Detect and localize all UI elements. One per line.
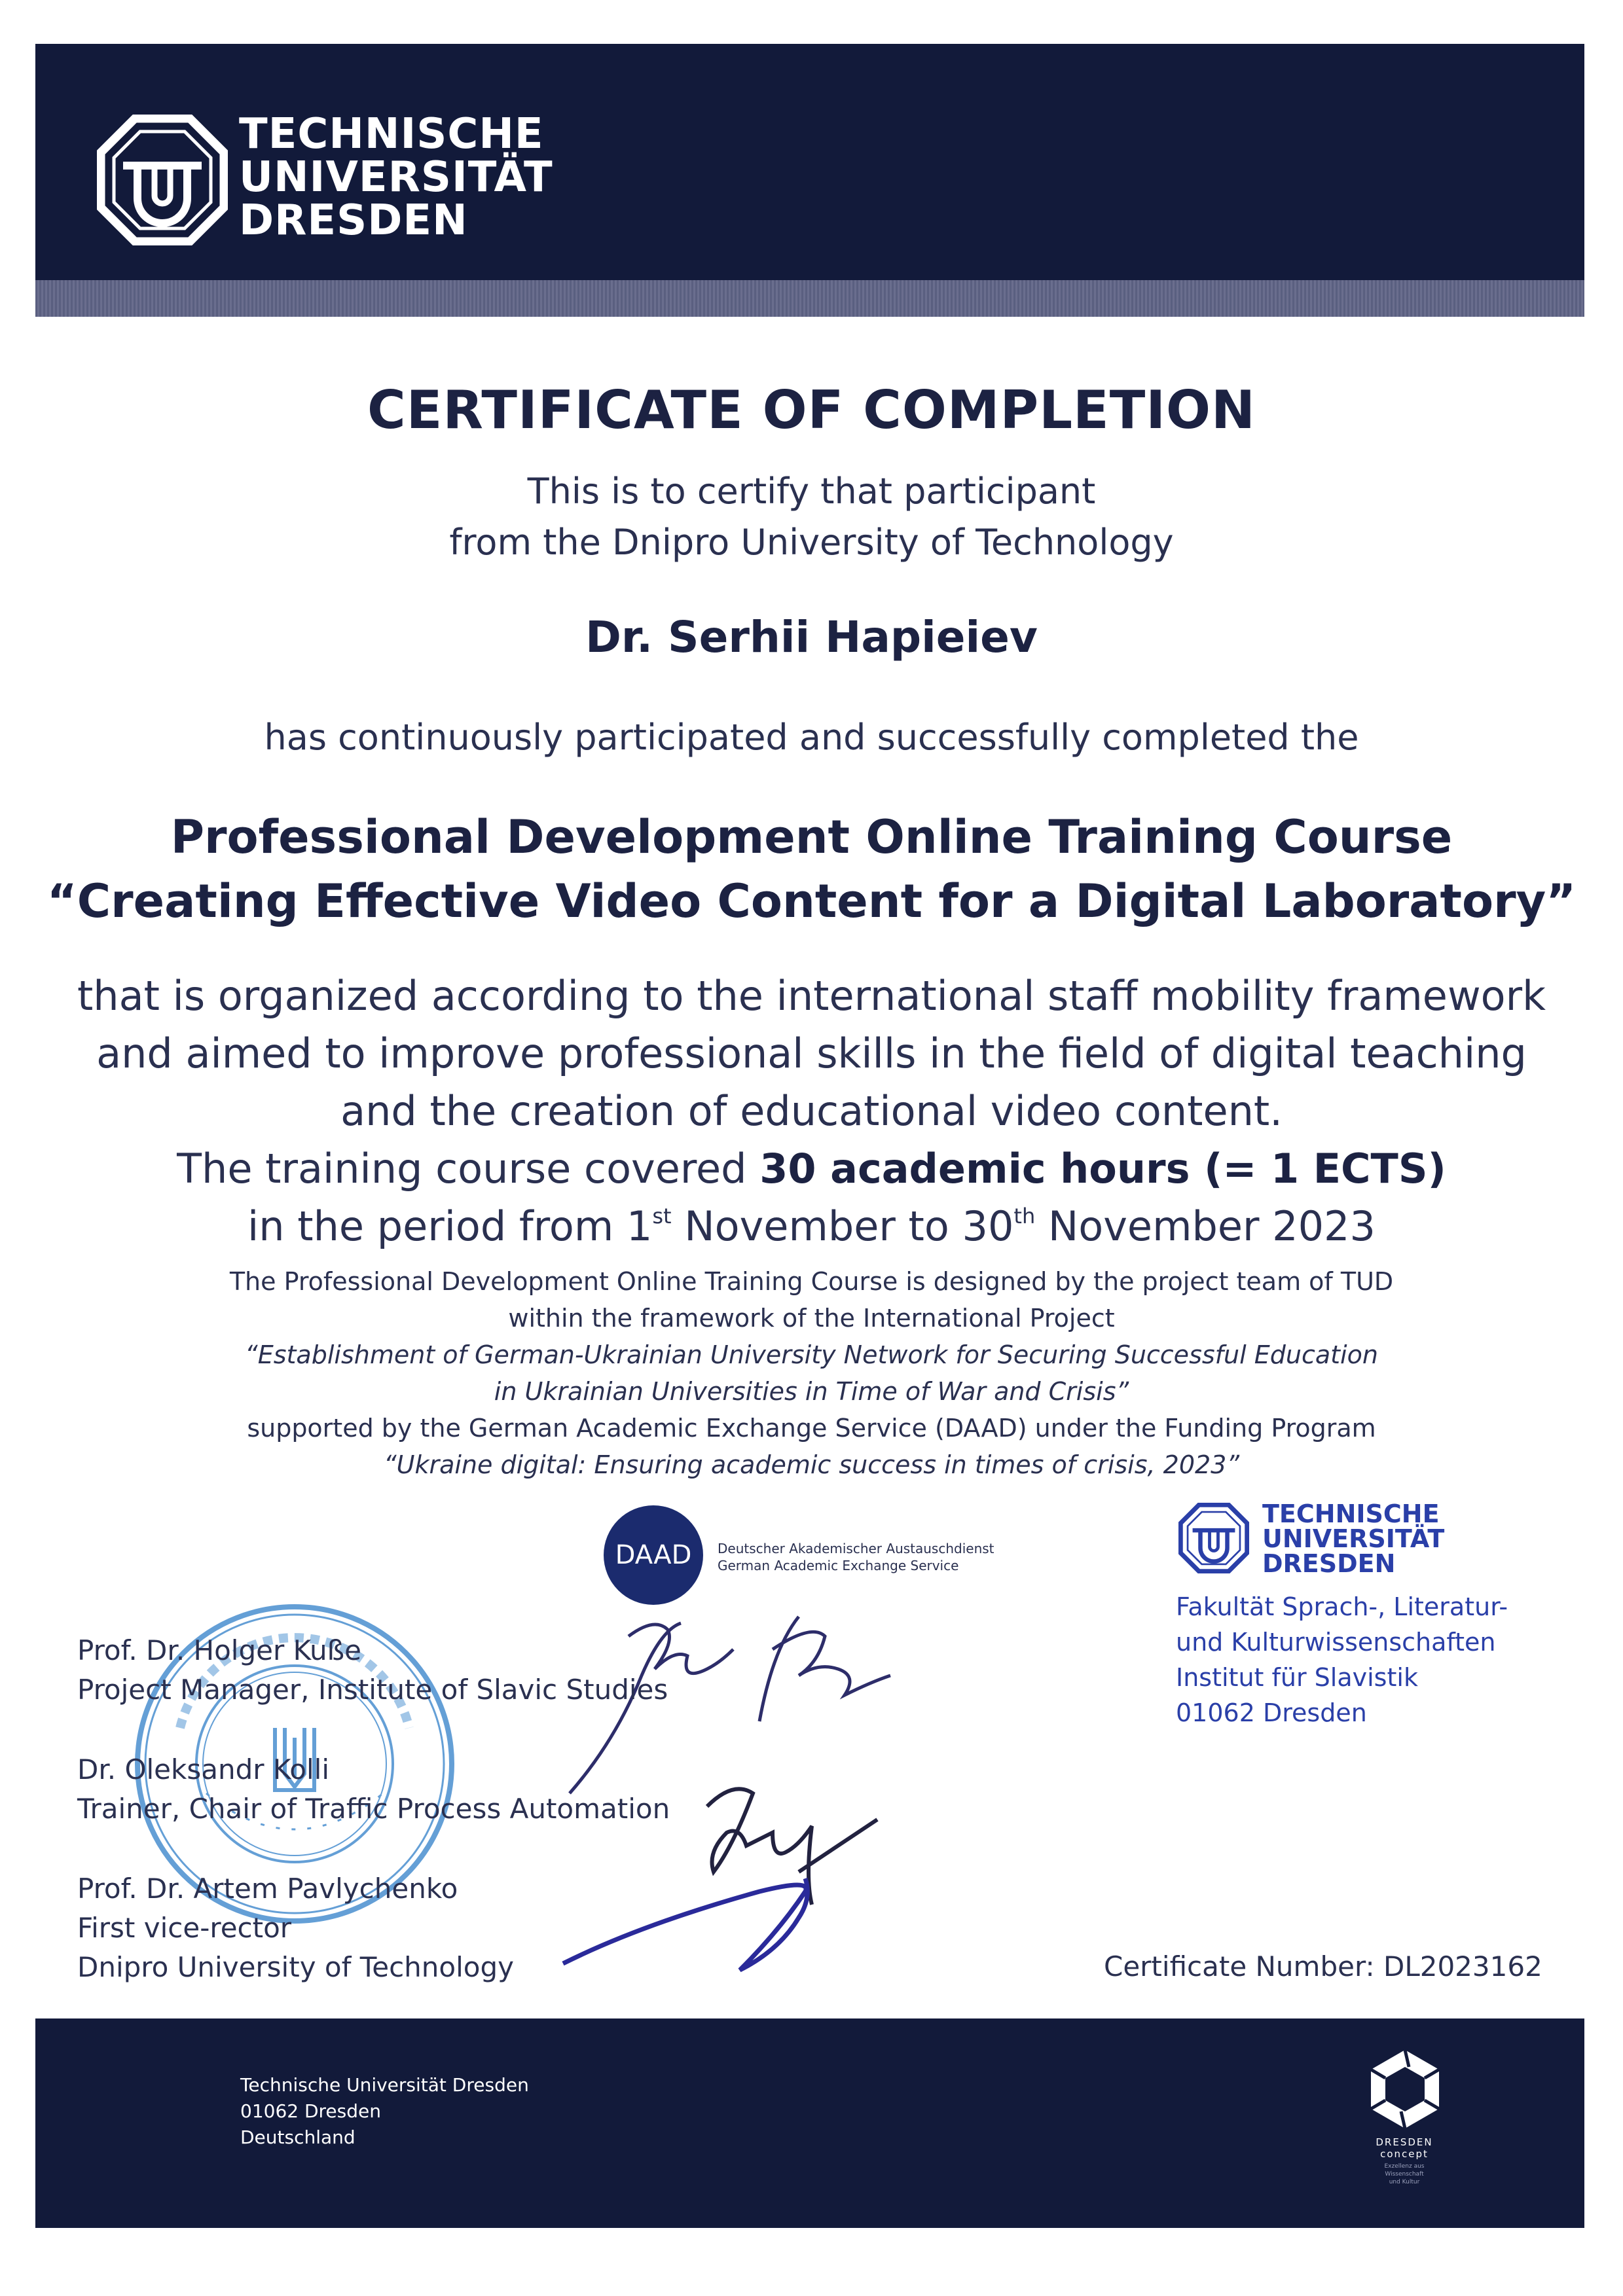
project-line: The Professional Development Online Training Course is designed by the project team of TUD	[229, 1267, 1394, 1296]
dresden-concept-tagline	[1342, 2162, 1467, 2186]
framework-line: that is organized according to the international staff mobility framework	[77, 972, 1546, 1020]
signatory-name: Dr. Oleksandr Kolli	[77, 1753, 330, 1785]
project-description	[0, 1263, 1623, 1483]
framework-line: and aimed to improve professional skills in the field of digital teaching	[96, 1030, 1527, 1077]
faculty-address	[1176, 1589, 1508, 1731]
daad-name	[718, 1540, 994, 1574]
address-line: Deutschland	[240, 2126, 356, 2148]
period-prefix: in the period from 1	[247, 1202, 653, 1250]
certificate-title: CERTIFICATE OF COMPLETION	[367, 380, 1256, 440]
concept-tagline-line: und Kultur	[1389, 2179, 1420, 2185]
wordmark-line: TECHNISCHE	[239, 110, 544, 158]
concept-tagline-line: Exzellenz aus	[1384, 2163, 1425, 2170]
period-suffix: November 2023	[1035, 1202, 1376, 1250]
daad-badge-text: DAAD	[615, 1540, 692, 1570]
signatory	[77, 1869, 514, 1987]
concept-sub: concept	[1380, 2148, 1429, 2160]
hours-prefix: The training course covered	[177, 1145, 747, 1193]
daad-name-de: Deutscher Akademischer Austauschdienst	[718, 1541, 994, 1556]
course-title	[0, 805, 1623, 933]
signatory	[77, 1750, 670, 1829]
project-line: within the framework of the International Project	[508, 1304, 1115, 1333]
project-line	[0, 1336, 1623, 1373]
footer-address	[240, 2072, 529, 2151]
faculty-line: und Kulturwissenschaften	[1176, 1628, 1496, 1657]
signatory-name: Prof. Dr. Holger Kuße	[77, 1634, 361, 1666]
faculty-line: Fakultät Sprach-, Literatur-	[1176, 1592, 1508, 1621]
participant-name: Dr. Serhii Hapieiev	[585, 612, 1038, 662]
certify-statement	[0, 466, 1623, 568]
daad-logo	[604, 1505, 703, 1605]
faculty-university-wordmark	[1262, 1501, 1444, 1576]
hours-value: 30 academic hours (= 1 ECTS)	[759, 1145, 1446, 1193]
period-start-sup: st	[652, 1204, 672, 1229]
dresden-concept-icon	[1363, 2047, 1447, 2131]
university-wordmark	[239, 110, 553, 245]
wordmark-line: UNIVERSITÄT	[239, 153, 553, 202]
tud-logo-icon	[1178, 1503, 1249, 1573]
concept-name: DRESDEN	[1376, 2136, 1433, 2148]
signatory-role: Project Manager, Institute of Slavic Studies	[77, 1674, 668, 1706]
dresden-concept-wordmark	[1342, 2136, 1467, 2160]
tud-logo-icon	[97, 115, 228, 245]
framework-line: and the creation of educational video content.	[340, 1087, 1283, 1135]
course-line: Professional Development Online Training Course	[170, 810, 1453, 864]
period-middle: November to 30	[671, 1202, 1014, 1250]
funding-program: “Ukraine digital: Ensuring academic success in times of crisis, 2023”	[383, 1450, 1240, 1479]
faculty-line: 01062 Dresden	[1176, 1698, 1367, 1727]
project-line: supported by the German Academic Exchange Service (DAAD) under the Funding Program	[247, 1414, 1376, 1443]
signatory-institution: Dnipro University of Technology	[77, 1951, 514, 1983]
signatory	[77, 1631, 668, 1710]
concept-tagline-line: Wissenschaft	[1385, 2171, 1424, 2178]
header-stripe	[35, 280, 1584, 317]
wordmark-line: UNIVERSITÄT	[1262, 1524, 1445, 1553]
participation-statement: has continuously participated and successfully completed the	[264, 717, 1359, 758]
course-line: “Creating Effective Video Content for a Digital Laboratory”	[46, 874, 1577, 928]
address-line: Technische Universität Dresden	[240, 2074, 529, 2096]
wordmark-line: DRESDEN	[239, 196, 468, 245]
signatory-role: Trainer, Chair of Traffic Process Automation	[77, 1793, 670, 1825]
signatory-role: First vice-rector	[77, 1912, 292, 1944]
project-line	[0, 1446, 1623, 1483]
project-title: “Establishment of German-Ukrainian University Network for Securing Successful Education	[245, 1340, 1378, 1369]
project-line	[0, 1373, 1623, 1410]
certify-line: from the Dnipro University of Technology	[449, 522, 1174, 563]
hours-line	[0, 1140, 1623, 1198]
address-line: 01062 Dresden	[240, 2100, 381, 2122]
faculty-line: Institut für Slavistik	[1176, 1663, 1418, 1692]
certificate-number: Certificate Number: DL2023162	[1104, 1950, 1542, 1982]
certify-line: This is to certify that participant	[527, 471, 1096, 512]
wordmark-line: TECHNISCHE	[1262, 1499, 1440, 1528]
period-end-sup: th	[1013, 1204, 1036, 1229]
wordmark-line: DRESDEN	[1262, 1549, 1396, 1578]
signatory-name: Prof. Dr. Artem Pavlychenko	[77, 1873, 458, 1905]
course-description	[0, 967, 1623, 1255]
project-title: in Ukrainian Universities in Time of War and Crisis”	[494, 1377, 1129, 1406]
period-line	[0, 1198, 1623, 1255]
daad-name-en: German Academic Exchange Service	[718, 1558, 959, 1573]
